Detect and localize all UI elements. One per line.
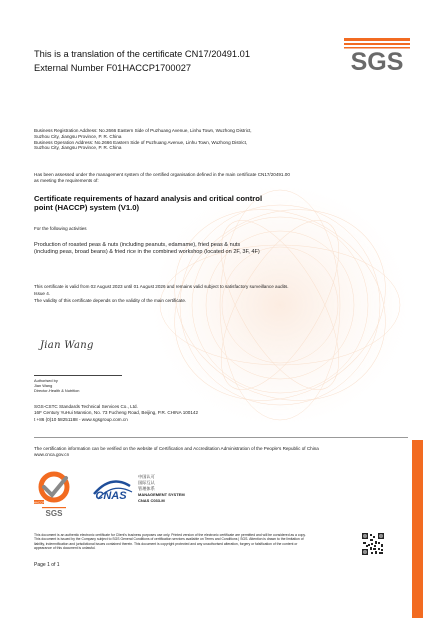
haccp-sgs-mark: [30, 470, 88, 518]
sgs-logo: [344, 38, 410, 72]
signature: Jian Wang: [40, 340, 94, 351]
validity-line3: The validity of this certificate depends on the validity of the main certificate.: [34, 298, 187, 304]
company-contact: t +86 (0)10 58251188 - www.sgsgroup.com.cn: [34, 416, 128, 422]
activities-scope: [34, 242, 260, 257]
sgs-mark-text: SGS: [45, 509, 63, 518]
validity-issue: Issue 4.: [34, 291, 51, 297]
verification-url[interactable]: www.cnca.gov.cn: [34, 452, 70, 458]
orange-side-bar: [412, 440, 423, 618]
disclaimer-line3: liability, indemnification and jurisdictional issues contained therein. This document is copyright protected and any unauthorised alteration, forgery or falsification of the content or: [34, 541, 298, 546]
verification-note: [34, 446, 319, 459]
page-number: Page 1 of 1: [34, 562, 60, 568]
cnas-management-system: MANAGEMENT SYSTEM: [138, 492, 185, 497]
signatory-block: [34, 378, 79, 394]
disclaimer-line4: appearance of this document is unlawful.: [34, 546, 96, 551]
validity-statement: [34, 283, 289, 305]
company-address: 16F Century YuHui Mansion, No. 73 Fucheng Road, Beijing, P.R. CHINA 100142: [34, 410, 199, 416]
standard-title-line2: point (HACCP) system (V1.0): [34, 203, 140, 212]
activities-line2: (including peas, broad beans) & fried rice in the combined workshop (located on 2F, 3F, 4F): [34, 249, 260, 256]
assessment-line1: Has been assessed under the management system of the certified organisation defined in the main certificate CN17/20491.00: [34, 172, 290, 177]
registration-address-line1: Business Registration Address: No.2666 Eastern Side of Puzhuang Avenue, Linhu Town, Wuzhong District,: [34, 128, 252, 133]
cnas-logo: [88, 472, 134, 508]
standard-title: [34, 194, 262, 212]
operation-address-line1: Business Operation Address: No.2666 Eastern Side of Puzhuang Avenue, Linhu Town, Wuzhong District,: [34, 139, 248, 145]
cnas-cn-line2: 国际互认: [138, 479, 155, 485]
signatory-name: Jian Wang: [34, 383, 53, 389]
company-name: SGS-CSTC Standards Technical Services Co., Ltd.: [34, 404, 138, 409]
haccp-mark-text: HACCP: [33, 500, 45, 505]
sgs-logo-text: SGS: [350, 48, 404, 72]
disclaimer: [34, 533, 359, 551]
disclaimer-line1: This document is an authentic electronic certificate for Client's business purposes use only. Printed version of the electronic certificate are permitted and will be considered as a copy.: [34, 533, 306, 537]
separator-line: [34, 437, 408, 438]
registration-address: [34, 128, 252, 151]
external-number: External Number F01HACCP1700027: [34, 63, 192, 73]
standard-title-line1: Certificate requirements of hazard analysis and critical control: [34, 194, 263, 203]
issuer-company: [34, 404, 198, 423]
validity-line1: This certificate is valid from 02 August 2023 until 01 August 2026 and remains valid subject to satisfactory surveillance audits.: [34, 284, 289, 289]
cnas-cn-line3: 管理体系: [138, 485, 155, 491]
assessment-statement: [34, 172, 290, 184]
signatory-title: Director-Health & Nutrition: [34, 388, 80, 394]
cnas-chinese-labels: [138, 474, 155, 491]
cnas-code: CNAS C033-M: [138, 497, 165, 503]
cnas-accreditation: [138, 492, 185, 503]
translation-line: This is a translation of the certificate CN17/20491.01: [34, 49, 251, 59]
cnas-logo-text: CNAS: [95, 490, 127, 502]
disclaimer-line2: This document is issued by the Company subject to SGS General Conditions of certification services available on Terms and Conditions | SGS. Attention is drawn to the limitation of: [34, 537, 304, 542]
watermark-ornament: [150, 180, 410, 430]
qr-code-icon: [362, 533, 384, 555]
activities-label: For the following activities: [34, 226, 87, 231]
verification-line1: The certification information can be verified on the website of Certification and Accreditation Administration of the People's Republic of China: [34, 446, 319, 451]
signature-line: [34, 375, 122, 376]
activities-line1: Production of roasted peas & nuts (including peanuts, edamame), fried peas & nuts: [34, 242, 241, 248]
registration-address-line2: Suzhou City, Jiangsu Province, P. R. China: [34, 133, 122, 139]
operation-address-line2: Suzhou City, Jiangsu Province, P. R. China: [34, 145, 122, 151]
assessment-line2: as meeting the requirements of:: [34, 177, 99, 183]
cnas-cn-line1: 中国认可: [138, 474, 155, 479]
authorised-by-label: Authorised by: [34, 378, 58, 383]
